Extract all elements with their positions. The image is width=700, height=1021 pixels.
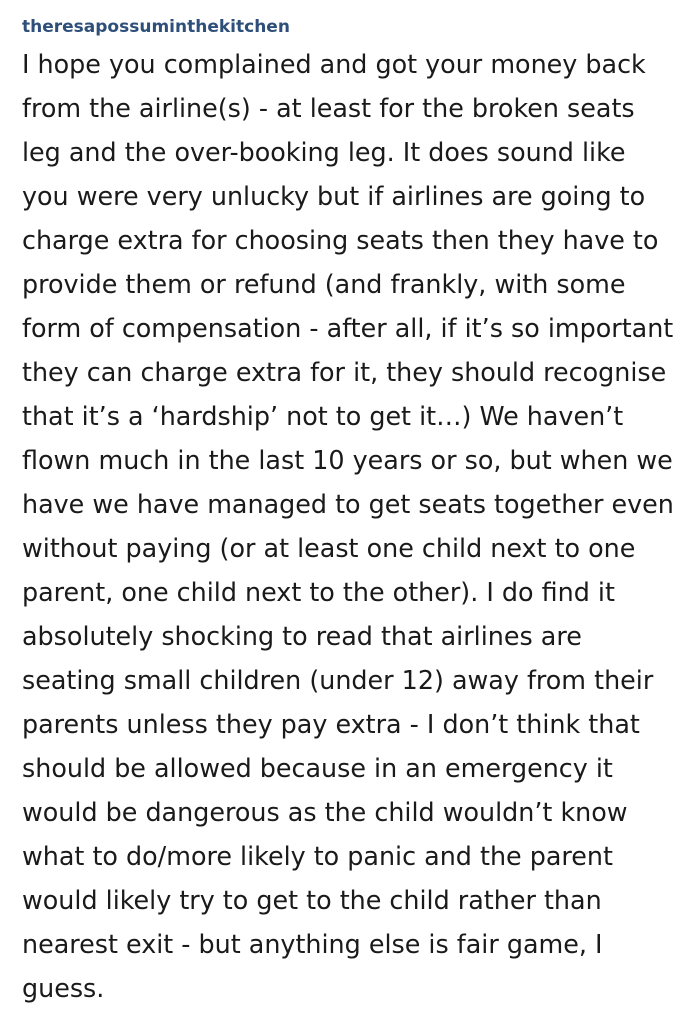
comment-username[interactable]: theresapossuminthekitchen [22,17,290,37]
comment-body: I hope you complained and got your money back from the airline(s) - at least for the broken seats leg and the over-booking leg. It does sound like you were very unlucky but if airlines are going to charge extra for choosing seats then they have to provide them or refund (and frankly, with some form of compensation - after all, if it’s so important they can charge extra for it, they should recognise that it’s a ‘hardship’ not to get it…) We haven’t flown much in the last 10 years or so, but when we have we have managed to get seats together even without paying (or at least one child next to one parent, one child next to the other). I do find it absolutely shocking to read that airlines are seating small children (under 12) away from their parents unless they pay extra - I don’t think that should be allowed because in an emergency it would be dangerous as the child wouldn’t know what to do/more likely to panic and the parent would likely try to get to the child rather than nearest exit - but anything else is fair game, I guess. [22,49,674,1003]
